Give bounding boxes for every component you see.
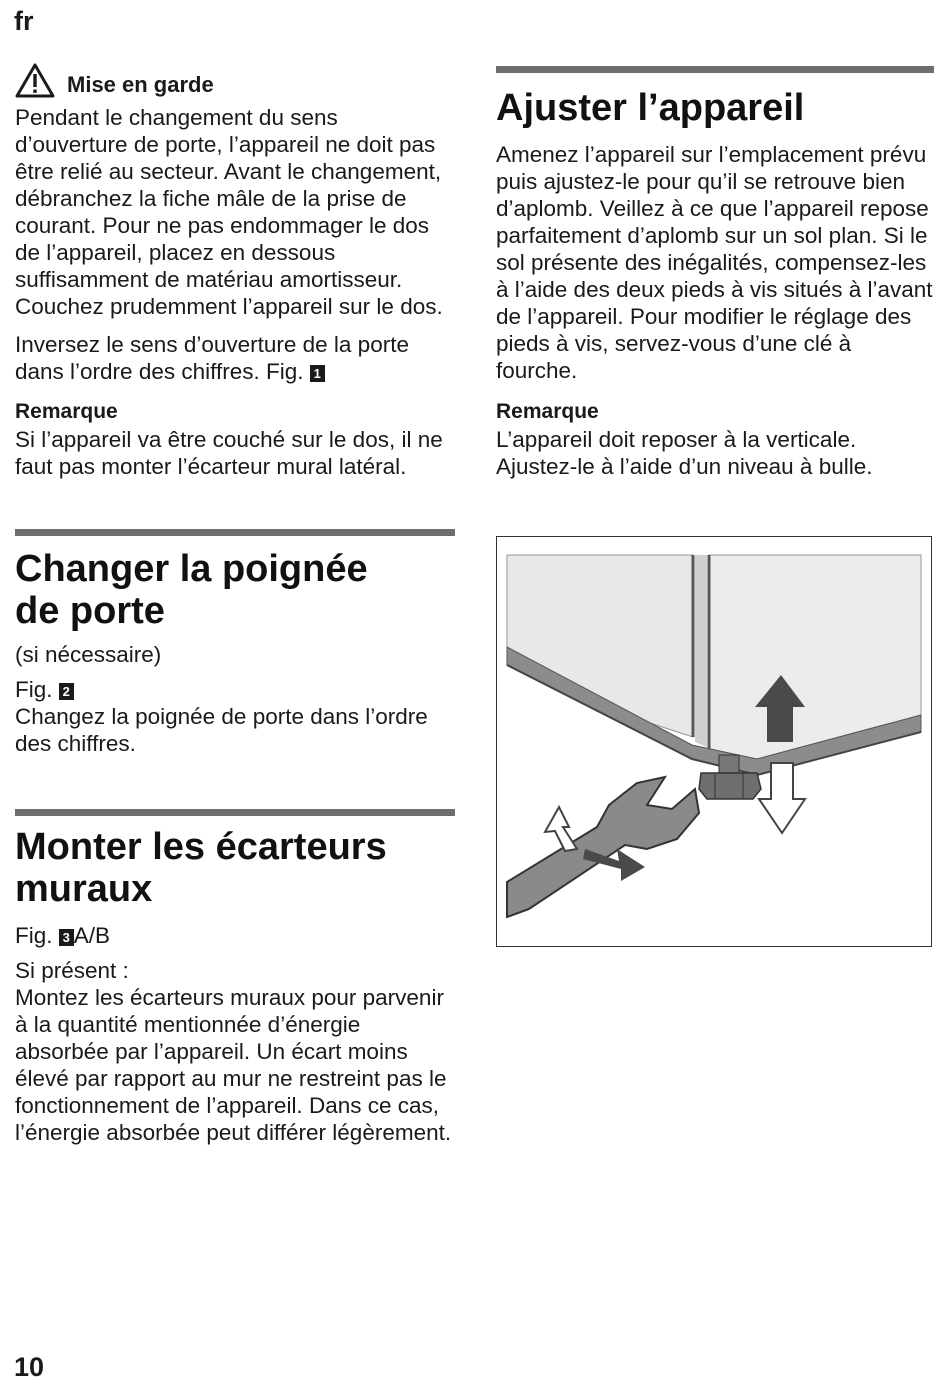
note-text: L’appareil doit reposer à la verticale. Ajustez-le à l’aide d’un niveau à bulle. xyxy=(496,427,873,479)
adjust-feet-drawing xyxy=(497,537,931,946)
figure-line-handle: Fig. 2 xyxy=(15,676,455,703)
if-present-label: Si présent : xyxy=(15,958,129,983)
page-number: 10 xyxy=(14,1352,45,1382)
reverse-door-text: Inversez le sens d’ouverture de la porte dans l’ordre des chiffres. Fig. 1 xyxy=(15,332,409,384)
section-divider xyxy=(15,529,455,536)
adjust-feet-illustration xyxy=(496,536,932,947)
warning-header xyxy=(15,58,455,104)
section-title-spacers: Monter les écarteurs muraux xyxy=(15,826,387,910)
figure-line-spacers: Fig. 3 A/B xyxy=(15,923,111,948)
figure-ref-2: 2 xyxy=(59,683,74,700)
adjust-text: Amenez l’appareil sur l’emplacement prévu puis ajustez-le pour qu’il se retrouve bien d’aplomb. Veillez à ce que l’appareil repose parfaitement d’aplomb sur un sol plan. Si le sol présente des inégalités, compensez-les à l’aide des deux pieds à vis situés à l’avant de l’appareil. Pour modifier le réglage des pieds à vis, servez-vous d’une clé à fourche. xyxy=(496,142,933,383)
section-divider xyxy=(496,66,934,73)
left-column xyxy=(15,58,455,1146)
note-text: Si l’appareil va être couché sur le dos, il ne faut pas monter l’écarteur mural latéral. xyxy=(15,427,443,479)
warning-title: Mise en garde xyxy=(67,72,214,97)
figure-ref-1: 1 xyxy=(310,365,325,382)
section-divider xyxy=(15,809,455,816)
warning-triangle-icon xyxy=(15,63,55,99)
note-title: Remarque xyxy=(15,400,118,423)
spacers-text: Montez les écarteurs muraux pour parvenir à la quantité mentionnée d’énergie absorbée par l’appareil. Un écart moins élevé par rapport au mur ne restreint pas le fonctionnement de l’appareil. Dans ce cas, l’énergie absorbée peut différer légèrement. xyxy=(15,985,452,1145)
handle-text: Changez la poignée de porte dans l’ordre des chiffres. xyxy=(15,704,428,756)
section-title-handle: Changer la poignée de porte xyxy=(15,548,368,632)
note-title: Remarque xyxy=(496,400,599,423)
optional-note: (si nécessaire) xyxy=(15,642,162,667)
language-code: fr xyxy=(14,6,34,36)
section-title-adjust: Ajuster l’appareil xyxy=(496,87,805,129)
right-column xyxy=(496,66,934,480)
warning-text: Pendant le changement du sens d’ouverture de porte, l’appareil ne doit pas être relié au secteur. Avant le changement, débranchez la fiche mâle de la prise de courant. Pour ne pas endommager le dos de l’appareil, placez en dessous suffisamment de matériau amortisseur. Couchez prudemment l’appareil sur le dos. xyxy=(15,105,443,319)
figure-ref-3: 3 xyxy=(59,929,74,946)
